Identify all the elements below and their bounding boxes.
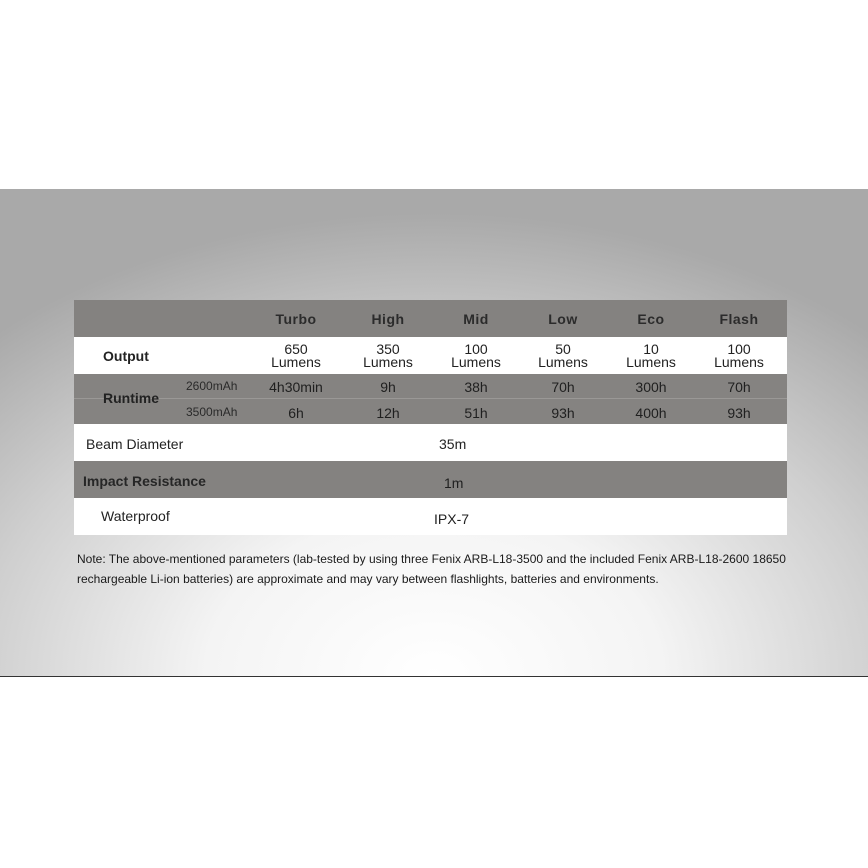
output-amount: 100 xyxy=(464,341,488,357)
runtime-value: 400h xyxy=(635,405,667,421)
col-header-eco: Eco xyxy=(637,311,665,327)
output-amount: 650 xyxy=(284,341,308,357)
output-unit: Lumens xyxy=(714,354,764,370)
beam-diameter-row xyxy=(74,424,787,461)
output-amount: 350 xyxy=(376,341,400,357)
runtime-row xyxy=(74,374,787,424)
runtime-value: 6h xyxy=(288,405,304,421)
runtime-value: 70h xyxy=(551,379,575,395)
col-header-mid: Mid xyxy=(463,311,489,327)
output-amount: 100 xyxy=(727,341,751,357)
output-cell-eco xyxy=(607,343,695,369)
impact-resistance-row xyxy=(74,461,787,498)
output-amount: 50 xyxy=(555,341,571,357)
waterproof-label: Waterproof xyxy=(101,508,170,524)
footnote xyxy=(77,549,797,589)
footnote-line-1: Note: The above-mentioned parameters (lab-tested by using three Fenix ARB-L18-3500 and the included Fenix ARB-L18-2600 18650 xyxy=(77,552,786,566)
footnote-line-2: rechargeable Li-ion batteries) are approximate and may vary between flashlights, batteries and environments. xyxy=(77,572,659,586)
output-unit: Lumens xyxy=(626,354,676,370)
impact-resistance-label: Impact Resistance xyxy=(83,473,206,489)
output-cell-low xyxy=(519,343,607,369)
runtime-label: Runtime xyxy=(103,390,159,406)
runtime-value: 93h xyxy=(551,405,575,421)
output-unit: Lumens xyxy=(451,354,501,370)
runtime-value: 300h xyxy=(635,379,667,395)
runtime-value: 51h xyxy=(464,405,488,421)
col-header-flash: Flash xyxy=(719,311,759,327)
header-row xyxy=(74,300,787,337)
beam-diameter-value: 35m xyxy=(439,436,467,452)
waterproof-row xyxy=(74,498,787,535)
output-cell-turbo xyxy=(252,343,340,369)
runtime-value: 38h xyxy=(464,379,488,395)
impact-resistance-value: 1m xyxy=(444,475,464,491)
output-label: Output xyxy=(103,348,149,364)
spec-panel xyxy=(0,189,868,677)
output-unit: Lumens xyxy=(271,354,321,370)
battery-label-3500: 3500mAh xyxy=(186,405,238,419)
col-header-turbo: Turbo xyxy=(275,311,317,327)
output-unit: Lumens xyxy=(538,354,588,370)
output-unit: Lumens xyxy=(363,354,413,370)
battery-label-2600: 2600mAh xyxy=(186,379,238,393)
runtime-value: 70h xyxy=(727,379,751,395)
runtime-divider xyxy=(74,398,787,399)
runtime-value: 4h30min xyxy=(269,379,323,395)
output-amount: 10 xyxy=(643,341,659,357)
runtime-value: 9h xyxy=(380,379,396,395)
output-cell-mid xyxy=(432,343,520,369)
beam-diameter-label: Beam Diameter xyxy=(86,436,184,452)
runtime-value: 93h xyxy=(727,405,751,421)
waterproof-value: IPX-7 xyxy=(434,511,470,527)
output-cell-flash xyxy=(695,343,783,369)
output-row xyxy=(74,337,787,374)
col-header-high: High xyxy=(371,311,405,327)
runtime-value: 12h xyxy=(376,405,400,421)
output-cell-high xyxy=(344,343,432,369)
col-header-low: Low xyxy=(548,311,578,327)
